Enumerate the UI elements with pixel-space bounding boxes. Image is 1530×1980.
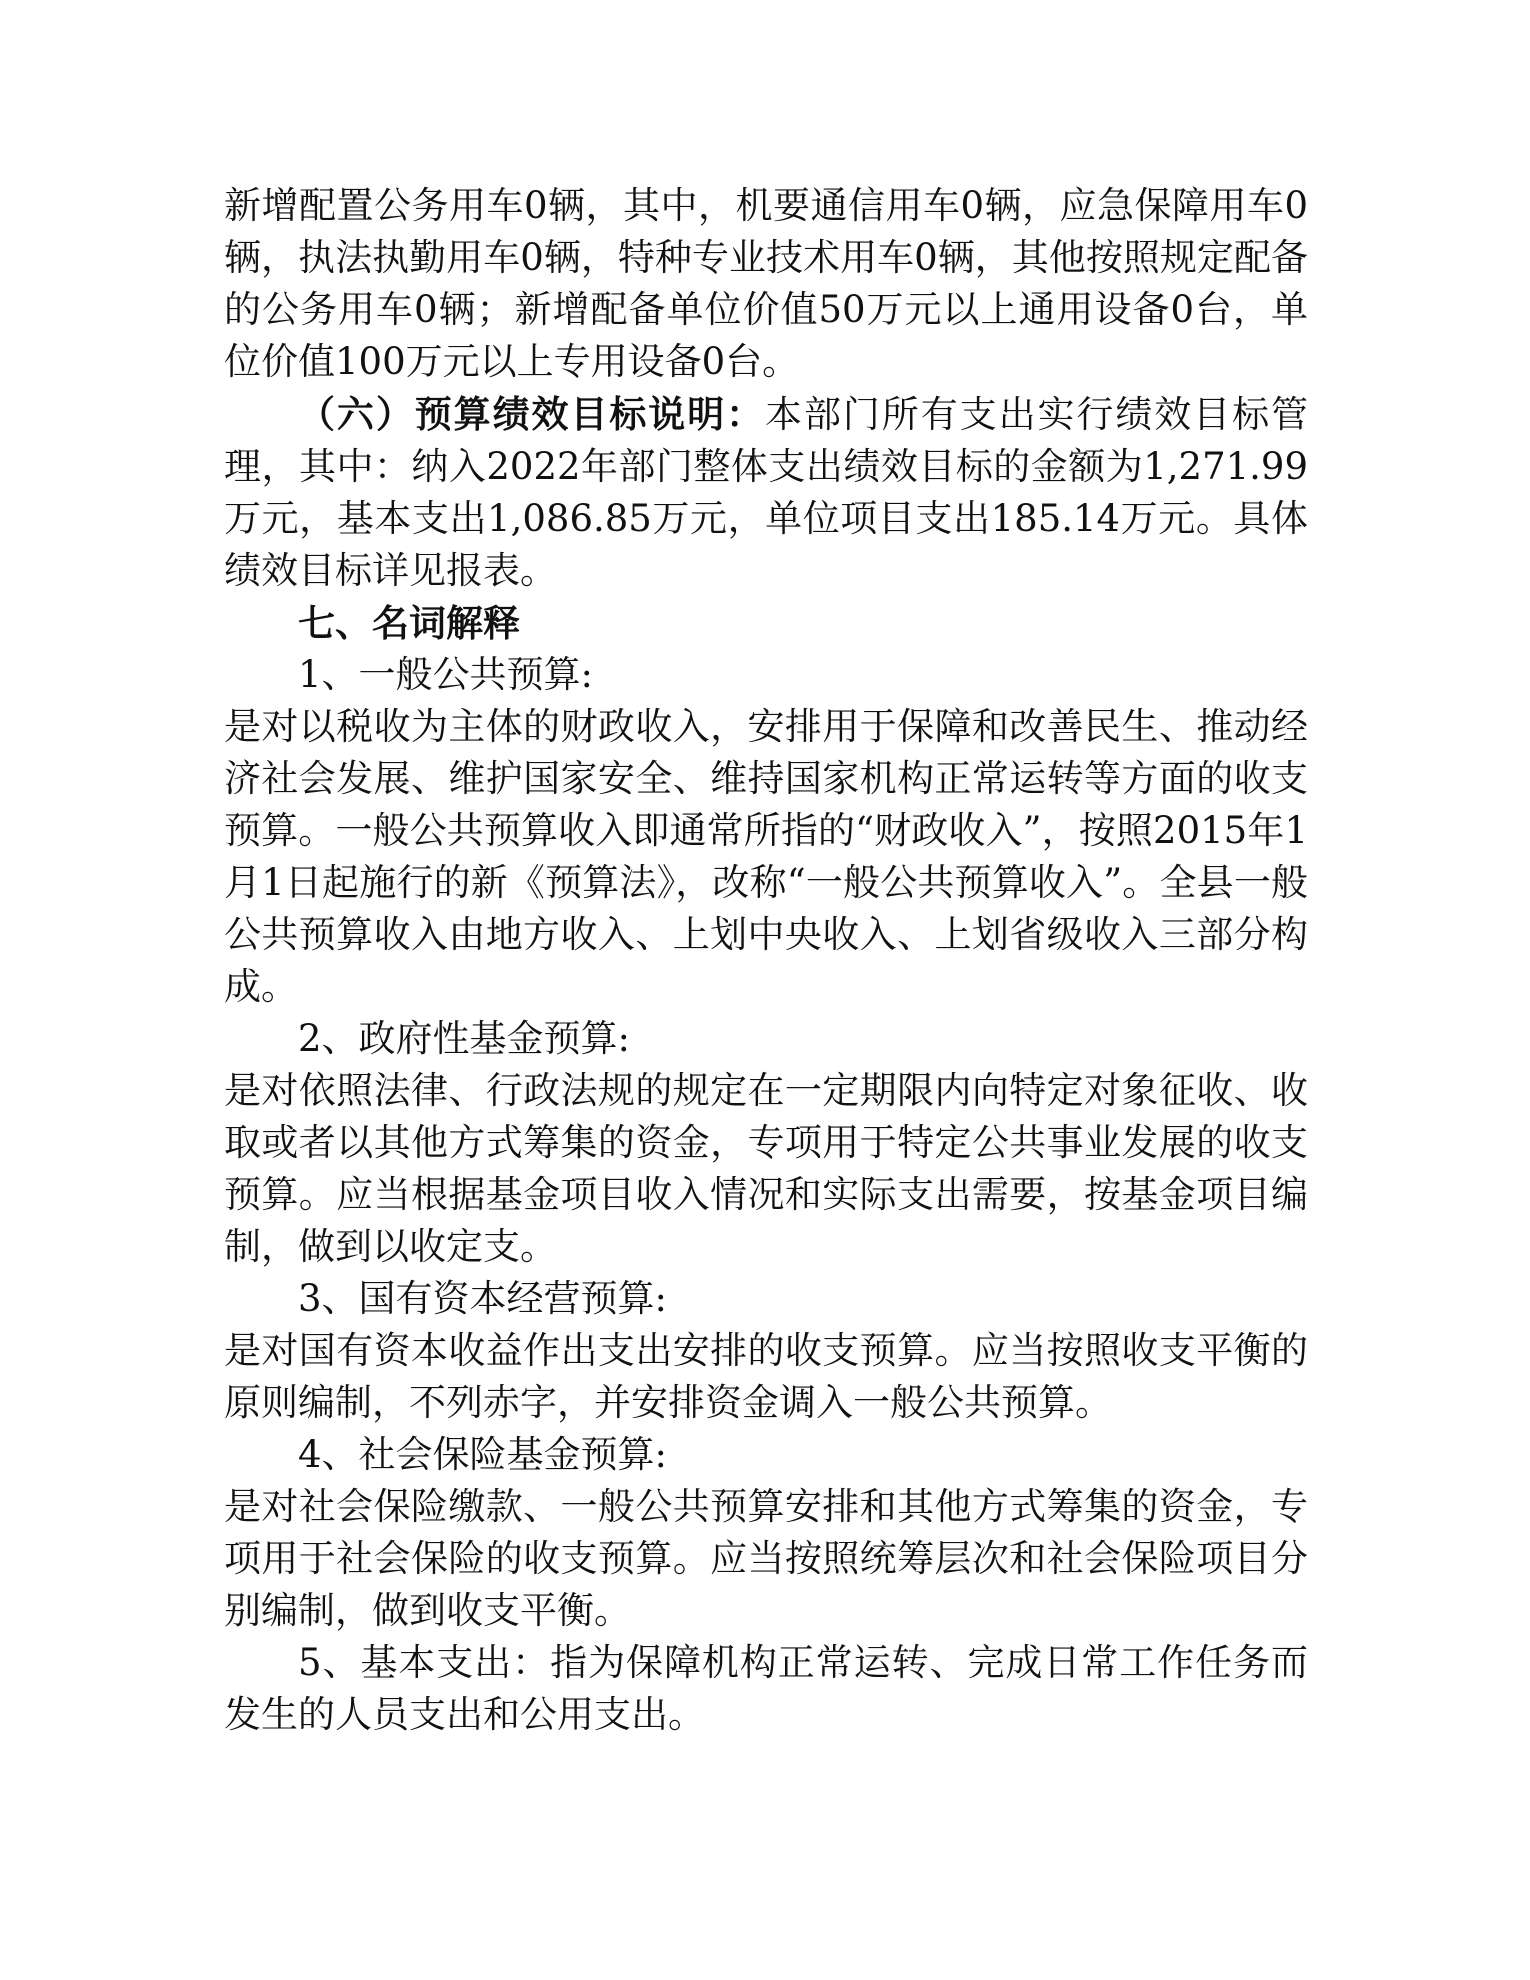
term-3-body: 是对国有资本收益作出支出安排的收支预算。应当按照收支平衡的原则编制，不列赤字，并安排资金调入一般公共预算。 [224,1329,1308,1424]
term-4-body: 是对社会保险缴款、一般公共预算安排和其他方式筹集的资金，专项用于社会保险的收支预算。应当按照统筹层次和社会保险项目分别编制，做到收支平衡。 [224,1485,1308,1632]
document-body [224,180,1308,1741]
term-2-title: 2、政府性基金预算: [298,1017,631,1060]
performance-goal-paragraph [224,388,1308,597]
term-1-title: 1、一般公共预算: [298,653,594,696]
term-1-body: 是对以税收为主体的财政收入，安排用于保障和改善民生、推动经济社会发展、维护国家安全、维持国家机构正常运转等方面的收支预算。一般公共预算收入即通常所指的“财政收入”，按照2015年1月1日起施行的新《预算法》，改称“一般公共预算收入”。全县一般公共预算收入由地方收入、上划中央收入、上划省级收入三部分构成。 [224,705,1308,1008]
term-4-title: 4、社会保险基金预算: [298,1433,668,1476]
performance-goal-heading: （六）预算绩效目标说明： [298,392,766,436]
section-7-title: 七、名词解释 [298,601,520,645]
performance-goal-body: 本部门所有支出实行绩效目标管理，其中：纳入2022年部门整体支出绩效目标的金额为1,271.99万元，基本支出1,086.85万元，单位项目支出185.14万元。具体绩效目标详见报表。 [224,393,1309,592]
term-5-paragraph: 5、基本支出：指为保障机构正常运转、完成日常工作任务而发生的人员支出和公用支出。 [224,1641,1308,1736]
term-2-body: 是对依照法律、行政法规的规定在一定期限内向特定对象征收、收取或者以其他方式筹集的资金，专项用于特定公共事业发展的收支预算。应当根据基金项目收入情况和实际支出需要，按基金项目编制，做到以收定支。 [224,1069,1308,1268]
vehicle-equipment-paragraph: 新增配置公务用车0辆，其中，机要通信用车0辆，应急保障用车0辆，执法执勤用车0辆，特种专业技术用车0辆，其他按照规定配备的公务用车0辆；新增配备单位价值50万元以上通用设备0台，单位价值100万元以上专用设备0台。 [224,184,1308,383]
term-3-title: 3、国有资本经营预算: [298,1277,668,1320]
